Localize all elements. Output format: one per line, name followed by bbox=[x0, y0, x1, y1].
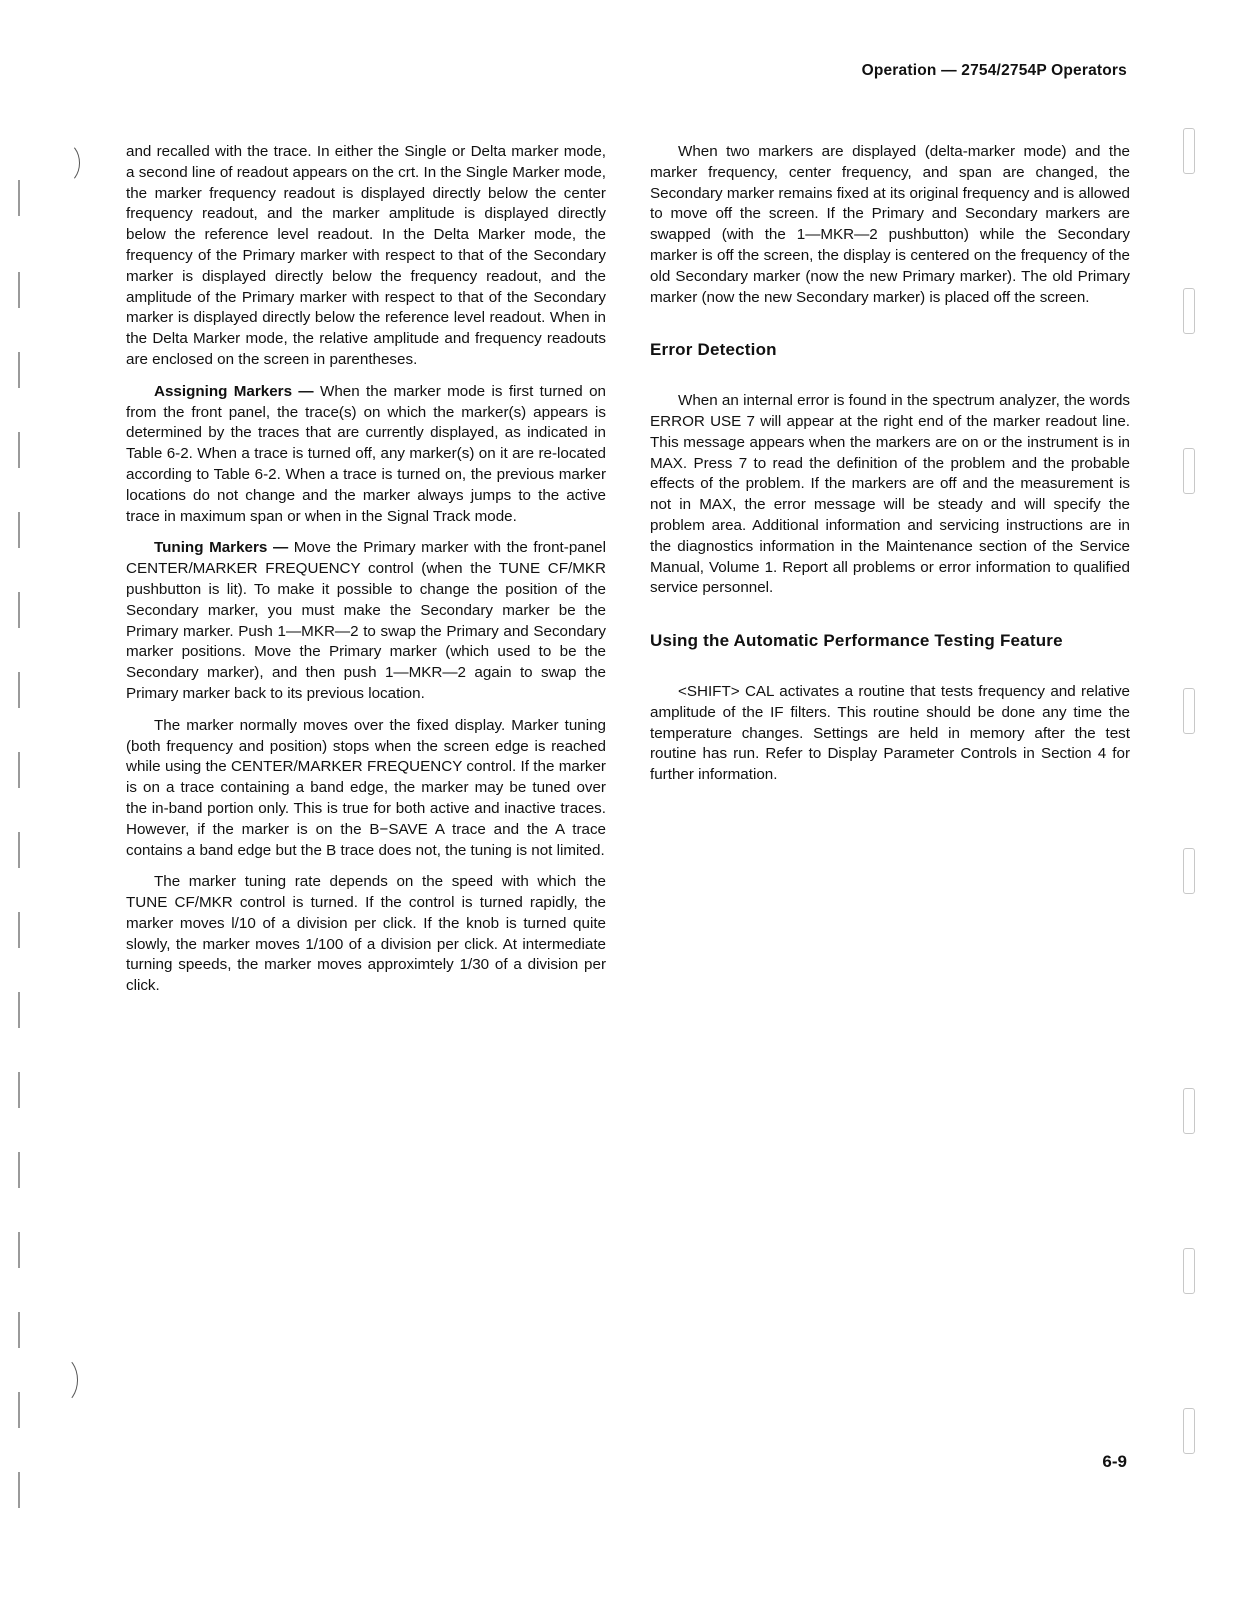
paragraph-automatic-performance-testing: <SHIFT> CAL activates a routine that tests frequency and relative amplitude of the IF filters. This routine should be done any time the temperature changes. Settings are held in memory after the test routine has run. Refer to Display Parameter Controls in Section 4 for further information. bbox=[650, 682, 1130, 784]
running-header: Operation — 2754/2754P Operators bbox=[861, 62, 1127, 79]
edge-mark bbox=[18, 1392, 20, 1428]
paragraph-assigning-markers-body: When the marker mode is first turned on from the front panel, the trace(s) on which the marker(s) appears is determined by the traces that are currently displayed, as indicated in Table 6-2. When a trace is turned off, any marker(s) on it are re-located according to Table 6-2. When a trace is turned on, the previous marker locations do not change and the marker always jumps to the active trace in maximum span or when in the Signal Track mode. bbox=[126, 382, 606, 525]
paragraph-assigning-markers bbox=[126, 382, 606, 528]
run-in-heading-tuning-markers: Tuning Markers — bbox=[154, 539, 289, 557]
page-number: 6-9 bbox=[1102, 1452, 1127, 1471]
punch-hole-mark bbox=[48, 142, 80, 184]
edge-mark bbox=[18, 432, 20, 468]
edge-mark bbox=[1183, 688, 1195, 734]
paragraph-tuning-markers bbox=[126, 538, 606, 704]
paragraph-tuning-rate: The marker tuning rate depends on the speed with which the TUNE CF/MKR control is turned. If the control is turned rapidly, the marker moves l/10 of a division per click. If the knob is turned quite slowly, the marker moves 1/100 of a division per click. At intermediate turning speeds, the marker moves approximtely 1/30 of a division per click. bbox=[126, 873, 606, 995]
edge-mark bbox=[18, 512, 20, 548]
edge-mark bbox=[18, 912, 20, 948]
edge-mark bbox=[1183, 1408, 1195, 1454]
edge-mark bbox=[1183, 448, 1195, 494]
paragraph-delta-marker: When two markers are displayed (delta-marker mode) and the marker frequency, center frequency, and span are changed, the Secondary marker remains fixed at its original frequency and is allowed to move off the screen. If the Primary and Secondary markers are swapped (with the 1—MKR—2 pushbutton) while the Secondary marker is off the screen, the display is centered on the frequency of the old Secondary marker (now the new Primary marker). The old Primary marker (now the new Secondary marker) is placed off the screen. bbox=[650, 143, 1130, 306]
edge-mark bbox=[18, 1152, 20, 1188]
edge-mark bbox=[1183, 1248, 1195, 1294]
edge-mark bbox=[18, 592, 20, 628]
edge-mark bbox=[18, 672, 20, 708]
edge-mark bbox=[18, 752, 20, 788]
paragraph-tuning-markers-body: Move the Primary marker with the front-panel CENTER/MARKER FREQUENCY control (when the TUNE CF/MKR pushbutton is lit). To make it possible to change the position of the Secondary marker, you must make the Secondary marker be the Primary marker. Push 1—MKR—2 to swap the Primary and Secondary marker positions. Move the Primary marker (which used to be the Secondary marker), and then push 1—MKR—2 again to swap the Primary marker back to its previous location. bbox=[126, 539, 606, 702]
edge-mark bbox=[18, 1472, 20, 1508]
edge-mark bbox=[18, 1232, 20, 1268]
edge-mark bbox=[1183, 848, 1195, 894]
edge-mark bbox=[18, 1072, 20, 1108]
edge-mark bbox=[18, 1312, 20, 1348]
heading-error-detection: Error Detection bbox=[650, 340, 777, 360]
run-in-heading-assigning-markers: Assigning Markers — bbox=[154, 382, 314, 400]
paragraph-marker-readout: and recalled with the trace. In either the Single or Delta marker mode, a second line of readout appears on the crt. In the Single Marker mode, the marker frequency readout is displayed directly below the center frequency readout, and the marker amplitude is displayed directly below the reference level readout. In the Delta Marker mode, the frequency of the Primary marker with respect to that of the Secondary marker is displayed directly below the frequency readout, and the amplitude of the Primary marker with respect to that of the Secondary marker is displayed directly below the reference level readout. When in the Delta Marker mode, the relative amplitude and frequency readouts are enclosed on the screen in parentheses. bbox=[126, 143, 606, 368]
paragraph-marker-movement: The marker normally moves over the fixed display. Marker tuning (both frequency and position) stops when the screen edge is reached while using the CENTER/MARKER FREQUENCY control. If the marker is on a trace containing a band edge, the marker may be tuned over the in-band portion only. This is true for both active and inactive traces. However, if the marker is on the B−SAVE A trace and the A trace contains a band edge but the B trace does not, the tuning is not limited. bbox=[126, 716, 606, 859]
edge-mark bbox=[1183, 1088, 1195, 1134]
left-column bbox=[126, 142, 606, 1008]
edge-mark bbox=[18, 272, 20, 308]
paragraph-error-detection: When an internal error is found in the spectrum analyzer, the words ERROR USE 7 will appear at the right end of the marker readout line. This message appears when the markers are on or the instrument is in MAX. Press 7 to read the definition of the problem and the probable effects of the problem. If the markers are off and the measurement is not in MAX, the error message will be steady and will specify the problem area. Additional information and servicing instructions are in the diagnostics information in the Maintenance section of the Service Manual, Volume 1. Report all problems or error information to qualified service personnel. bbox=[650, 392, 1130, 597]
edge-mark bbox=[18, 180, 20, 216]
edge-mark bbox=[1183, 128, 1195, 174]
edge-mark bbox=[18, 992, 20, 1028]
edge-mark bbox=[1183, 288, 1195, 334]
right-column bbox=[650, 142, 1130, 797]
heading-automatic-performance-testing: Using the Automatic Performance Testing Feature bbox=[650, 631, 1063, 651]
edge-mark bbox=[18, 832, 20, 868]
edge-mark bbox=[18, 352, 20, 388]
punch-hole-mark bbox=[44, 1356, 78, 1404]
